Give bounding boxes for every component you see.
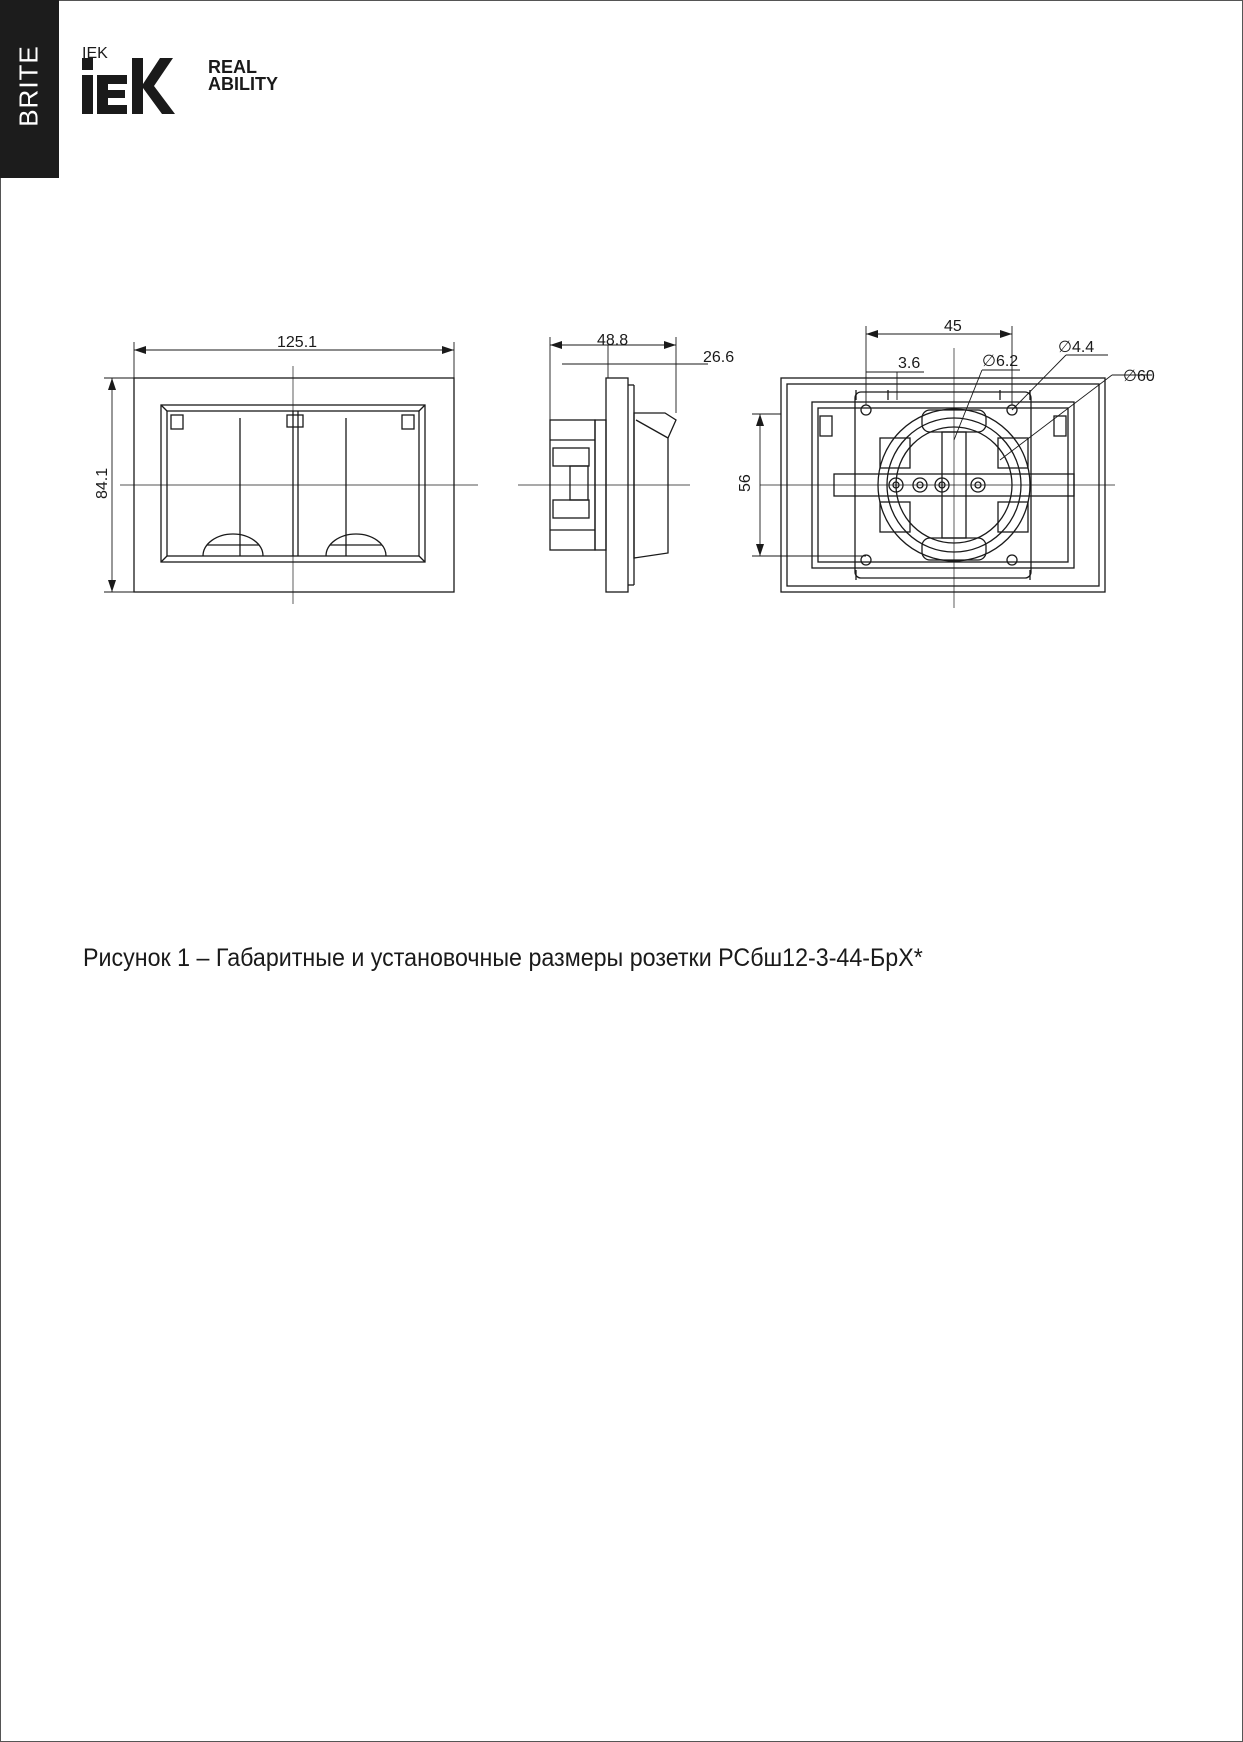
- slogan: [208, 59, 278, 93]
- dim-box-diameter: ∅60: [1123, 368, 1155, 385]
- side-dimensions: [550, 337, 708, 420]
- front-centerlines: [120, 366, 478, 604]
- dim-front-width: 125.1: [277, 334, 318, 351]
- dim-mount-offset: 3.6: [898, 355, 921, 372]
- dim-mount-spacing: 45: [944, 318, 962, 335]
- figure-caption: Рисунок 1 – Габаритные и установочные размеры розетки РСбш12-3-44-БрX*: [83, 944, 923, 972]
- iek-logo: [82, 45, 197, 114]
- series-tab: [0, 0, 59, 178]
- technical-drawing: [0, 300, 1243, 630]
- logo-text: IEK: [82, 45, 108, 62]
- back-centerlines: [760, 348, 1115, 608]
- dim-side-depth-partial: 26.6: [703, 349, 735, 366]
- dim-hole-d2: ∅4.4: [1058, 339, 1095, 356]
- dim-side-depth: 48.8: [597, 332, 629, 349]
- dim-hole-d1: ∅6.2: [982, 353, 1019, 370]
- slogan-line-1: REAL: [208, 57, 257, 77]
- slogan-line-2: ABILITY: [208, 74, 278, 94]
- series-label: BRITE: [13, 45, 44, 127]
- dim-front-height: 84.1: [94, 467, 111, 499]
- dim-mount-height: 56: [737, 474, 754, 492]
